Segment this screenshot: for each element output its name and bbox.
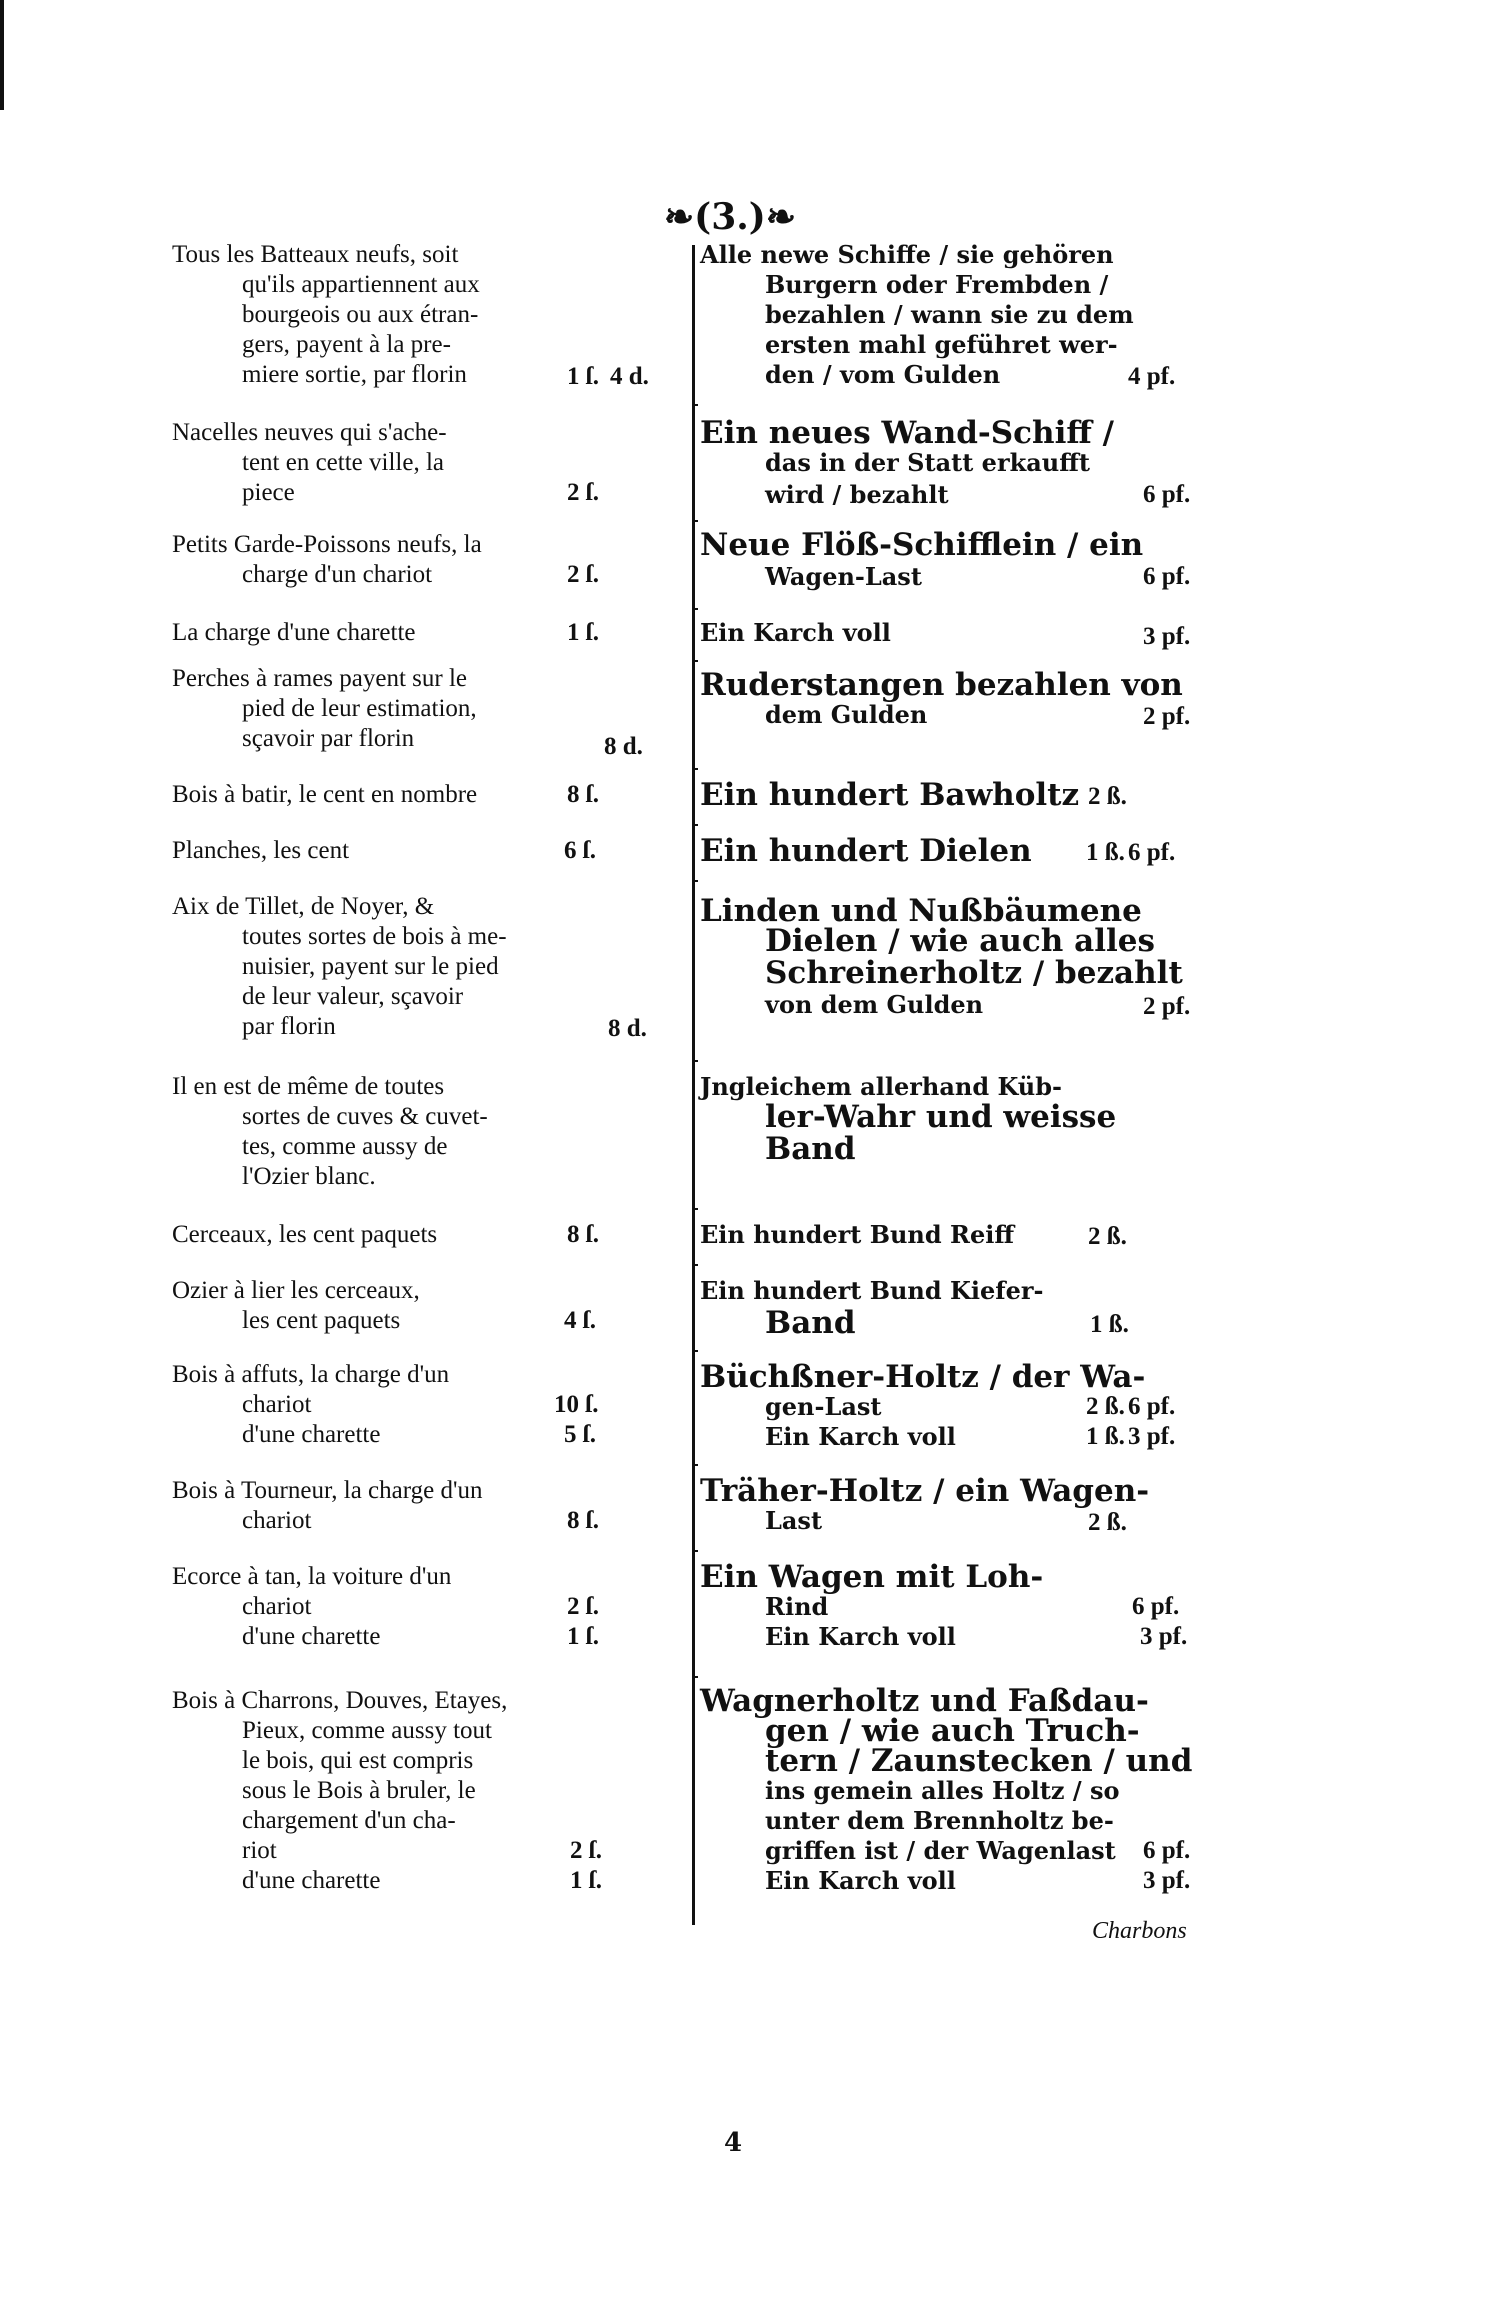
french-entry-line: pied de leur estimation, bbox=[242, 695, 477, 722]
german-entry-amount: 3 pf. bbox=[1140, 1623, 1188, 1650]
french-entry-amount: 2 ſ. bbox=[567, 479, 599, 506]
entry-separator bbox=[692, 1264, 698, 1266]
french-entry-amount: 2 ſ. bbox=[570, 1837, 602, 1864]
german-entry-amount: 3 pf. bbox=[1128, 1423, 1176, 1450]
german-entry-line: Linden und Nußbäumene bbox=[700, 893, 1142, 929]
french-entry-line: chargement d'un cha- bbox=[242, 1807, 456, 1834]
french-entry-amount: 4 d. bbox=[610, 363, 649, 390]
entry-separator bbox=[692, 1060, 698, 1062]
german-entry-amount: 2 ß. bbox=[1088, 1509, 1127, 1536]
german-entry-line: Alle newe Schiffe / sie gehören bbox=[700, 240, 1114, 269]
entry-separator bbox=[692, 1676, 698, 1678]
german-entry-line: den / vom Gulden bbox=[765, 360, 1001, 389]
german-entry-line: ersten mahl geführet wer- bbox=[765, 330, 1118, 359]
french-entry-line: toutes sortes de bois à me- bbox=[242, 923, 507, 950]
signature-mark: 4 bbox=[724, 2128, 743, 2158]
french-entry-amount: 10 ſ. bbox=[554, 1391, 599, 1418]
german-entry-amount: 2 ß. bbox=[1086, 1393, 1125, 1420]
french-entry-line: gers, payent à la pre- bbox=[242, 331, 451, 358]
german-entry-line: Band bbox=[765, 1305, 856, 1341]
french-entry-line: d'une charette bbox=[242, 1421, 381, 1448]
entry-separator bbox=[692, 1464, 698, 1466]
french-entry-line: Aix de Tillet, de Noyer, & bbox=[172, 893, 435, 920]
german-entry-line: Schreinerholtz / bezahlt bbox=[765, 955, 1183, 991]
german-entry-line: Band bbox=[765, 1131, 856, 1167]
french-entry-amount: 8 d. bbox=[604, 733, 643, 760]
french-entry-line: Perches à rames payent sur le bbox=[172, 665, 468, 692]
german-entry-amount: 2 pf. bbox=[1143, 703, 1191, 730]
french-entry-line: Petits Garde-Poissons neufs, la bbox=[172, 531, 482, 558]
german-entry-line: gen / wie auch Truch- bbox=[765, 1713, 1140, 1749]
entry-separator bbox=[692, 1208, 698, 1210]
german-entry-line: Ein neues Wand-Schiff / bbox=[700, 415, 1114, 451]
german-entry-line: von dem Gulden bbox=[765, 990, 984, 1019]
french-entry-line: Bois à Tourneur, la charge d'un bbox=[172, 1477, 483, 1504]
entry-separator bbox=[692, 608, 698, 610]
entry-separator bbox=[692, 520, 698, 522]
german-entry-line: Rind bbox=[765, 1592, 829, 1621]
german-entry-line: Ein hundert Bawholtz bbox=[700, 777, 1080, 813]
french-entry-line: Ozier à lier les cerceaux, bbox=[172, 1277, 420, 1304]
french-entry-line: tent en cette ville, la bbox=[242, 449, 444, 476]
entry-separator bbox=[692, 660, 698, 662]
french-entry-amount: 8 d. bbox=[608, 1015, 647, 1042]
german-entry-line: Ein Karch voll bbox=[765, 1866, 956, 1895]
french-entry-line: La charge d'une charette bbox=[172, 619, 416, 646]
entry-separator bbox=[692, 404, 698, 406]
entry-separator bbox=[692, 1350, 698, 1352]
french-entry-line: le bois, qui est compris bbox=[242, 1747, 474, 1774]
french-entry-line: Bois à Charrons, Douves, Etayes, bbox=[172, 1687, 508, 1714]
french-entry-amount: 1 ſ. bbox=[567, 1623, 599, 1650]
german-entry-amount: 6 pf. bbox=[1143, 481, 1191, 508]
german-entry-line: Ein hundert Bund Reiff bbox=[700, 1220, 1015, 1249]
german-entry-line: Ein Wagen mit Loh- bbox=[700, 1559, 1044, 1595]
french-entry-line: Nacelles neuves qui s'ache- bbox=[172, 419, 447, 446]
german-entry-line: Träher-Holtz / ein Wagen- bbox=[700, 1473, 1150, 1509]
french-entry-amount: 8 ſ. bbox=[567, 1221, 599, 1248]
german-entry-amount: 6 pf. bbox=[1143, 563, 1191, 590]
french-entry-line: sortes de cuves & cuvet- bbox=[242, 1103, 488, 1130]
german-entry-line: Dielen / wie auch alles bbox=[765, 923, 1155, 959]
german-entry-amount: 1 ß. bbox=[1086, 839, 1125, 866]
german-entry-line: unter dem Brennholtz be- bbox=[765, 1806, 1114, 1835]
french-entry-line: sous le Bois à bruler, le bbox=[242, 1777, 476, 1804]
french-entry-line: Ecorce à tan, la voiture d'un bbox=[172, 1563, 452, 1590]
french-entry-line: Pieux, comme aussy tout bbox=[242, 1717, 492, 1744]
french-entry-line: d'une charette bbox=[242, 1867, 381, 1894]
entry-separator bbox=[692, 824, 698, 826]
german-entry-line: Ein Karch voll bbox=[700, 618, 891, 647]
french-entry-line: riot bbox=[242, 1837, 277, 1864]
german-entry-line: wird / bezahlt bbox=[765, 480, 949, 509]
french-entry-line: miere sortie, par florin bbox=[242, 361, 467, 388]
entry-separator bbox=[692, 768, 698, 770]
french-entry-line: sçavoir par florin bbox=[242, 725, 415, 752]
french-entry-line: chariot bbox=[242, 1391, 312, 1418]
german-entry-line: bezahlen / wann sie zu dem bbox=[765, 300, 1134, 329]
german-entry-amount: 3 pf. bbox=[1143, 623, 1191, 650]
german-entry-amount: 4 pf. bbox=[1128, 363, 1176, 390]
page-header: ❧(3.)❧ bbox=[664, 196, 796, 238]
german-entry-amount: 2 pf. bbox=[1143, 993, 1191, 1020]
french-entry-line: Bois à batir, le cent en nombre bbox=[172, 781, 478, 808]
german-entry-line: ler-Wahr und weisse bbox=[765, 1099, 1117, 1135]
german-entry-line: gen-Last bbox=[765, 1392, 882, 1421]
french-entry-amount: 2 ſ. bbox=[567, 1593, 599, 1620]
german-entry-line: Ruderstangen bezahlen von bbox=[700, 667, 1183, 703]
french-entry-line: charge d'un chariot bbox=[242, 561, 433, 588]
french-entry-line: chariot bbox=[242, 1593, 312, 1620]
french-entry-amount: 6 ſ. bbox=[564, 837, 596, 864]
german-entry-line: Ein Karch voll bbox=[765, 1622, 956, 1651]
french-entry-line: Bois à affuts, la charge d'un bbox=[172, 1361, 450, 1388]
german-entry-amount: 3 pf. bbox=[1143, 1867, 1191, 1894]
german-entry-line: Büchßner-Holtz / der Wa- bbox=[700, 1359, 1146, 1395]
french-entry-line: bourgeois ou aux étran- bbox=[242, 301, 479, 328]
german-entry-line: Ein hundert Bund Kiefer- bbox=[700, 1276, 1044, 1305]
german-entry-line: Ein Karch voll bbox=[765, 1422, 956, 1451]
french-entry-amount: 5 ſ. bbox=[564, 1421, 596, 1448]
german-entry-amount: 1 ß. bbox=[1090, 1311, 1129, 1338]
french-entry-line: par florin bbox=[242, 1013, 336, 1040]
german-entry-amount: 2 ß. bbox=[1088, 783, 1127, 810]
french-entry-line: qu'ils appartiennent aux bbox=[242, 271, 480, 298]
entry-separator bbox=[692, 1550, 698, 1552]
french-entry-amount: 8 ſ. bbox=[567, 1507, 599, 1534]
german-entry-line: dem Gulden bbox=[765, 700, 928, 729]
german-entry-line: griffen ist / der Wagenlast bbox=[765, 1836, 1116, 1865]
german-entry-line: Neue Flöß-Schifflein / ein bbox=[700, 527, 1144, 563]
french-entry-amount: 1 ſ. bbox=[567, 619, 599, 646]
german-entry-line: ins gemein alles Holtz / so bbox=[765, 1776, 1120, 1805]
german-entry-amount: 2 ß. bbox=[1088, 1223, 1127, 1250]
entry-separator bbox=[692, 880, 698, 882]
french-entry-line: de leur valeur, sçavoir bbox=[242, 983, 464, 1010]
german-entry-amount: 6 pf. bbox=[1143, 1837, 1191, 1864]
french-entry-line: nuisier, payent sur le pied bbox=[242, 953, 499, 980]
french-entry-line: Il en est de même de toutes bbox=[172, 1073, 445, 1100]
german-entry-amount: 1 ß. bbox=[1086, 1423, 1125, 1450]
scan-edge bbox=[0, 0, 4, 110]
french-entry-line: Cerceaux, les cent paquets bbox=[172, 1221, 438, 1248]
french-entry-line: Planches, les cent bbox=[172, 837, 350, 864]
column-divider bbox=[692, 245, 695, 1925]
german-entry-line: Wagnerholtz und Faßdau- bbox=[700, 1683, 1149, 1719]
german-entry-line: Jngleichem allerhand Küb- bbox=[700, 1072, 1062, 1101]
french-entry-amount: 1 ſ. bbox=[567, 363, 599, 390]
french-entry-line: chariot bbox=[242, 1507, 312, 1534]
german-entry-line: tern / Zaunstecken / und bbox=[765, 1743, 1193, 1779]
french-entry-line: d'une charette bbox=[242, 1623, 381, 1650]
french-entry-line: l'Ozier blanc. bbox=[242, 1163, 376, 1190]
french-entry-line: les cent paquets bbox=[242, 1307, 401, 1334]
french-entry-amount: 4 ſ. bbox=[564, 1307, 596, 1334]
german-entry-line: Ein hundert Dielen bbox=[700, 833, 1032, 869]
german-entry-line: das in der Statt erkaufft bbox=[765, 448, 1090, 477]
french-entry-amount: 1 ſ. bbox=[570, 1867, 602, 1894]
german-entry-amount: 6 pf. bbox=[1128, 839, 1176, 866]
french-entry-line: Tous les Batteaux neufs, soit bbox=[172, 241, 459, 268]
german-entry-line: Wagen-Last bbox=[765, 562, 922, 591]
french-entry-amount: 8 ſ. bbox=[567, 781, 599, 808]
german-entry-amount: 6 pf. bbox=[1128, 1393, 1176, 1420]
german-entry-line: Burgern oder Frembden / bbox=[765, 270, 1109, 299]
german-entry-line: Last bbox=[765, 1506, 823, 1535]
catchword: Charbons bbox=[1092, 1918, 1187, 1944]
german-entry-amount: 6 pf. bbox=[1132, 1593, 1180, 1620]
french-entry-amount: 2 ſ. bbox=[567, 561, 599, 588]
french-entry-line: piece bbox=[242, 479, 295, 506]
french-entry-line: tes, comme aussy de bbox=[242, 1133, 448, 1160]
